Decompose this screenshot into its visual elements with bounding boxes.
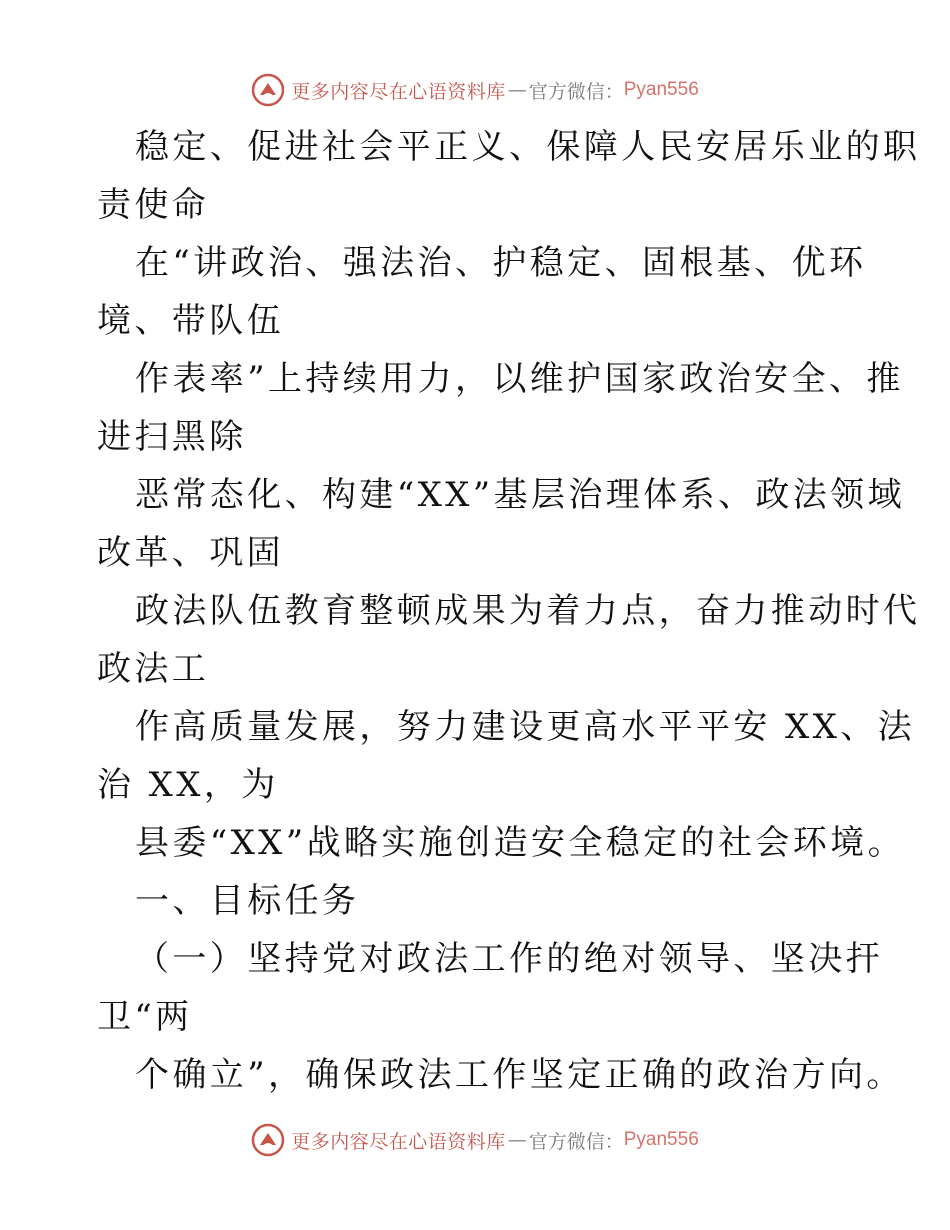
text-line: 境、带队伍 [97, 301, 284, 341]
text-line: 政法队伍教育整顿成果为着力点，奋力推动时代 [135, 591, 921, 631]
watermark-wechat-id: Pyan556 [623, 79, 699, 100]
text-line: 个确立”，确保政法工作坚定正确的政治方向。 [135, 1055, 904, 1095]
section-heading: 一、目标任务 [135, 881, 360, 921]
text-line: 在“讲政治、强法治、护稳定、固根基、优环 [135, 243, 867, 283]
text-line: 作高质量发展，努力建设更高水平平安 XX、法 [135, 707, 916, 747]
text-line: 卫“两 [97, 997, 193, 1037]
text-line: 责使命 [97, 185, 210, 225]
watermark-brand: 更多内容尽在心语资料库 [291, 1130, 506, 1153]
text-line: 改革、巩固 [97, 533, 284, 573]
watermark-label: 官方微信： [528, 80, 624, 103]
subsection-heading: （一）坚持党对政法工作的绝对领导、坚决扞 [135, 939, 883, 979]
book-logo-icon [251, 1123, 285, 1157]
text-line: 恶常态化、构建“XX”基层治理体系、政法领域 [135, 475, 905, 515]
footer-watermark [0, 1120, 950, 1160]
watermark-dash: — [507, 79, 527, 101]
text-line: 政法工 [97, 649, 210, 689]
text-line: 治 XX，为 [97, 765, 279, 805]
text-line: 作表率”上持续用力，以维护国家政治安全、推 [135, 359, 904, 399]
text-line: 县委“XX”战略实施创造安全稳定的社会环境。 [135, 823, 905, 863]
watermark-dash: — [507, 1129, 527, 1151]
watermark-wechat-id: Pyan556 [623, 1129, 699, 1150]
text-line: 进扫黑除 [97, 417, 247, 457]
watermark-label: 官方微信： [528, 1130, 624, 1153]
text-line: 稳定、促进社会平正义、保障人民安居乐业的职 [135, 127, 921, 167]
watermark-brand: 更多内容尽在心语资料库 [291, 80, 506, 103]
